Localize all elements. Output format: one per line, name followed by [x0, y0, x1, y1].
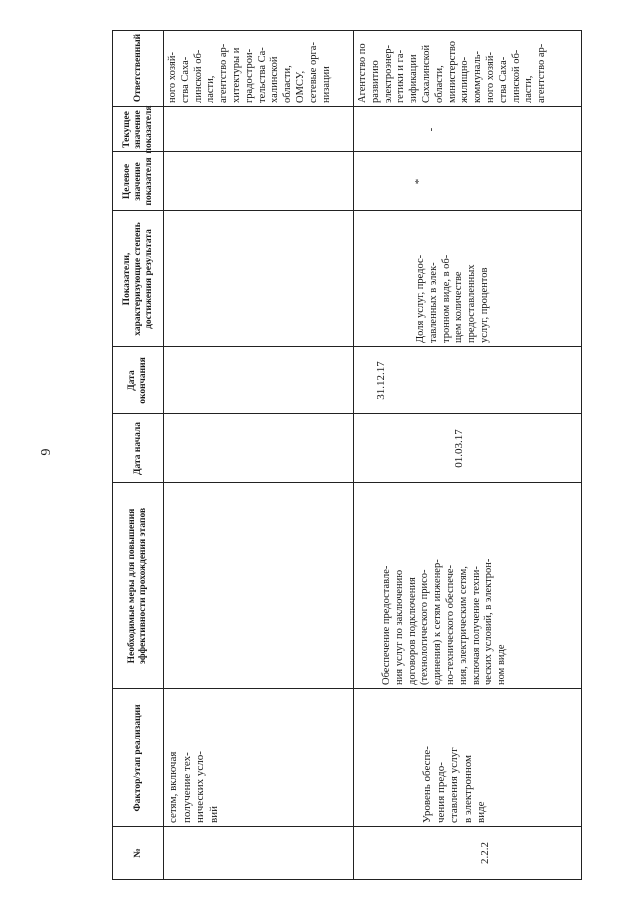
row-divider [353, 31, 354, 879]
row2-factor: Уровень обеспе- чения предо- ставления услуг в электронном виде [421, 746, 487, 823]
page-number: 6 [37, 448, 52, 456]
header-responsible: Ответственный [132, 33, 143, 103]
col-divider [113, 210, 581, 211]
header-measures: Необходимые меры для повышения эффективности прохождения этапов [127, 507, 148, 665]
row2-measures: Обеспечение предоставле- ния услуг по заключению договоров подключения (технологического присо- единения) к сетям инженер- но-технического обеспече- ния, электрическим сетям, включая получение техни- ческих условий, в электрон- ном виде [381, 558, 508, 685]
col-divider [113, 413, 581, 414]
col-divider [113, 151, 581, 152]
plan-table [112, 30, 582, 880]
col-divider [113, 346, 581, 347]
header-divider [163, 31, 164, 879]
header-current: Текущее значение показателя [121, 105, 154, 154]
row2-end: 31.12.17 [375, 361, 387, 400]
header-end: Дата окончания [127, 357, 148, 404]
row2-target: * [413, 178, 425, 185]
header-indicator: Показатели, характеризующие степень достижения результата [121, 222, 154, 336]
row1-responsible: ного хозяй- ства Саха- линской об- ласти, агентство ар- хитектуры и градострои- тельства Са- халинской области, ОМСУ, сетевые орга- низации [167, 42, 332, 103]
header-factor: Фактор/этап реализации [132, 704, 143, 812]
row2-responsible: Агентство по развитию электроэнер- гетики и га- зификации Сахалинской области, министерство жилищно- коммуналь- ного хозяй- ства Саха- линской об- ласти, агентство ар- [357, 40, 548, 103]
row1-factor: сетям, включая получение тех- нических усло- вий [167, 751, 220, 823]
row2-num: 2.2.2 [479, 842, 491, 864]
header-target: Целевое значение показателя [121, 157, 154, 206]
header-start: Дата начала [132, 421, 143, 476]
header-num: № [132, 848, 143, 858]
row2-indicator: Доля услуг, предос- тавленных в элек- тронном виде, в об- щем количестве предоставленных услуг, процентов [415, 254, 490, 343]
row2-current: - [425, 127, 437, 132]
row2-start: 01.03.17 [453, 429, 465, 468]
